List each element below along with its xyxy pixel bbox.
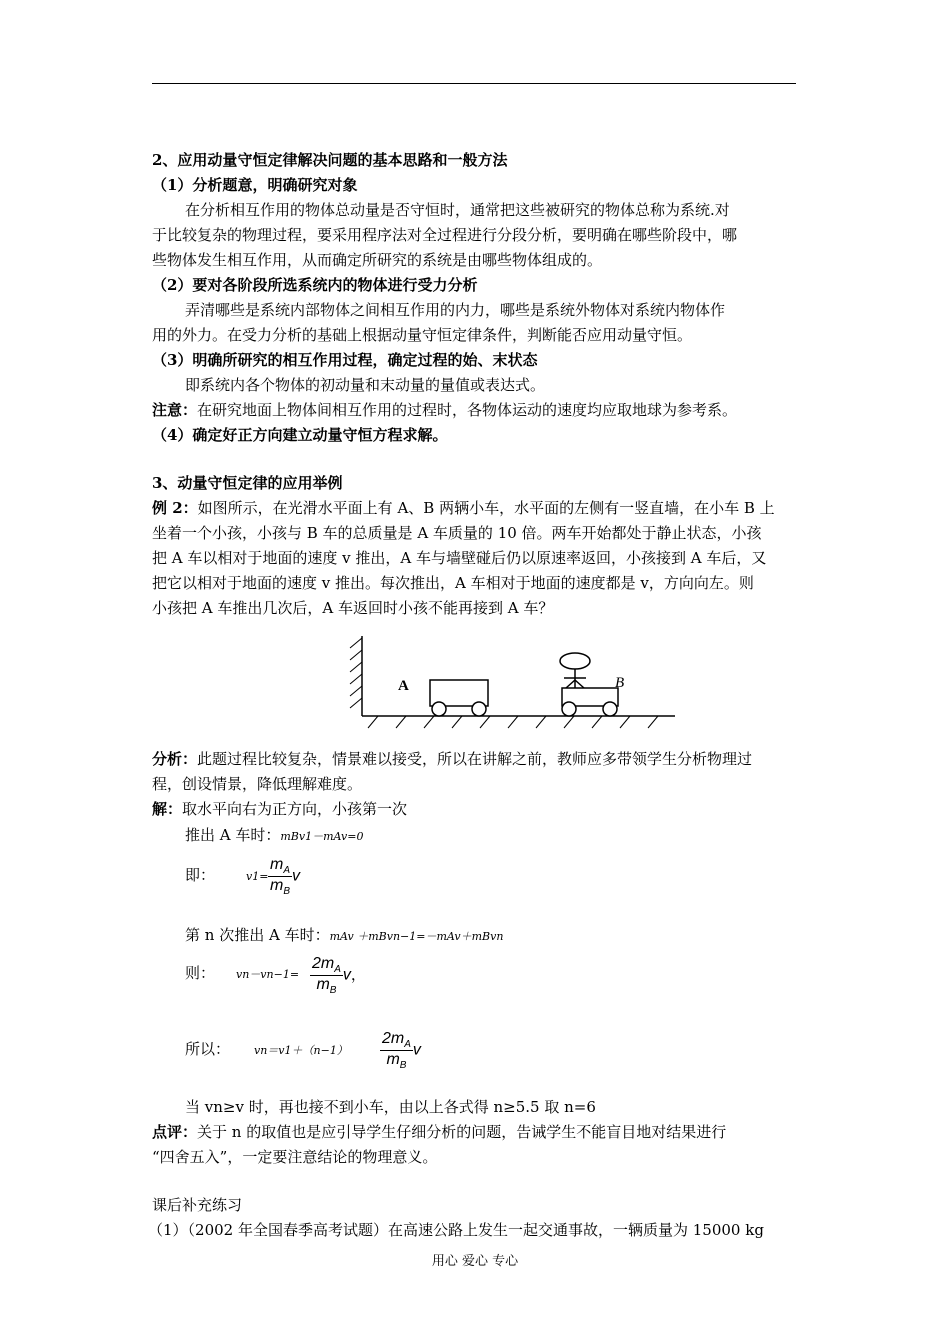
eq2-v: v xyxy=(342,966,351,984)
example-line-2: 坐着一个小孩，小孩与 B 车的总质量是 A 车质量的 10 倍。两车开始都处于静止状态，小孩 xyxy=(152,524,762,542)
section-2-title: 2、应用动量守恒定律解决问题的基本思路和一般方法 xyxy=(152,151,508,169)
step-2-line-2: 用的外力。在受力分析的基础上根据动量守恒定律条件，判断能否应用动量守恒。 xyxy=(152,326,693,344)
ze-label: 则： xyxy=(185,964,216,982)
cart-a-wheel-right xyxy=(472,702,486,716)
comment-line-2: “四舍五入”，一定要注意结论的物理意义。 xyxy=(152,1148,438,1166)
step-1-title: （1）分析题意，明确研究对象 xyxy=(152,176,358,194)
step-2-title: （2）要对各阶段所选系统内的物体进行受力分析 xyxy=(152,276,478,294)
example-line-4: 把它以相对于地面的速度 v 推出。每次推出，A 车相对于地面的速度都是 v，方向向左。则 xyxy=(152,574,754,592)
suoyi-label: 所以： xyxy=(185,1040,231,1058)
eq1-numerator: $m_A$ xyxy=(270,856,290,877)
eq3-numerator: $2m_A$ xyxy=(382,1030,411,1051)
note-label: 注意： xyxy=(152,401,198,419)
ji-label: 即： xyxy=(185,866,216,884)
cart-a-wheel-left xyxy=(432,702,446,716)
eq1-v: v xyxy=(292,867,300,885)
example-text-1: 如图所示，在光滑水平面上有 A、B 两辆小车，水平面的左侧有一竖直墙，在小车 B 上 xyxy=(197,499,775,517)
note-line xyxy=(152,400,737,420)
comment-text-1: 关于 n 的取值也是应引导学生仔细分析的问题，告诫学生不能盲目地对结果进行 xyxy=(197,1123,727,1141)
step-1-line-1: 在分析相互作用的物体总动量是否守恒时，通常把这些被研究的物体总称为系统.对 xyxy=(185,201,730,219)
example-line-3: 把 A 车以相对于地面的速度 v 推出，A 车与墙壁碰后仍以原速率返回，小孩接到 A 车后，又 xyxy=(152,549,767,567)
cart-a-label: A xyxy=(398,678,409,694)
cart-b-wheel-right xyxy=(603,702,617,716)
eq2-fraction: $\frac{2m_A}{m_B}$ v， xyxy=(312,955,366,997)
step-1-line-3: 些物体发生相互作用，从而确定所研究的系统是由哪些物体组成的。 xyxy=(152,251,603,269)
cart-b-wheel-left xyxy=(562,702,576,716)
pushn-line xyxy=(185,925,503,947)
exercise-title: 课后补充练习 xyxy=(152,1196,243,1214)
exercise-line-1: （1）（2002 年全国春季高考试题）在高速公路上发生一起交通事故，一辆质量为 15000 kg xyxy=(148,1221,764,1239)
eq3-v: v xyxy=(412,1041,421,1059)
section-3-title: 3、动量守恒定律的应用举例 xyxy=(152,474,343,492)
page-footer: 用心 爱心 专心 xyxy=(431,1254,519,1269)
eq2-denominator: $m_B$ xyxy=(316,976,337,997)
step-3-line-1: 即系统内各个物体的初动量和末动量的量值或表达式。 xyxy=(185,376,546,394)
analysis-text-1: 此题过程比较复杂，情景难以接受，所以在讲解之前，教师应多带领学生分析物理过 xyxy=(197,750,753,768)
child-figure xyxy=(560,653,590,688)
eq1-denominator: $m_B$ xyxy=(270,877,290,898)
solution-label: 解： xyxy=(152,800,183,818)
example-line-5: 小孩把 A 车推出几次后，A 车返回时小孩不能再接到 A 车？ xyxy=(152,599,554,617)
eq2-numerator: $2m_A$ xyxy=(312,955,341,976)
note-text: 在研究地面上物体间相互作用的过程时，各物体运动的速度均应取地球为参考系。 xyxy=(197,401,738,419)
example-line-1 xyxy=(152,498,775,518)
analysis-line-1 xyxy=(152,749,752,769)
step-4-title: （4）确定好正方向建立动量守恒方程求解。 xyxy=(152,426,448,444)
step-2-line-1: 弄清哪些是系统内部物体之间相互作用的内力，哪些是系统外物体对系统内物体作 xyxy=(185,301,726,319)
solution-line-1 xyxy=(152,799,407,819)
step-3-title: （3）明确所研究的相互作用过程，确定过程的始、末状态 xyxy=(152,351,538,369)
example-label: 例 2： xyxy=(152,499,198,517)
push1-line xyxy=(185,825,363,847)
step-1-line-2: 于比较复杂的物理过程，要采用程序法对全过程进行分段分析，要明确在哪些阶段中，哪 xyxy=(152,226,738,244)
push1-equation: mBv1－mAv=0 xyxy=(280,830,364,843)
eq3-denominator: $m_B$ xyxy=(386,1051,407,1072)
header-rule xyxy=(152,83,796,84)
eq3-fraction xyxy=(380,1030,421,1071)
conclusion-line: 当 vn≥v 时，再也接不到小车，由以上各式得 n≥5.5 取 n=6 xyxy=(185,1098,596,1116)
wall-hatch xyxy=(350,638,362,708)
eq1-lhs: v1= xyxy=(246,870,269,883)
eq2-lhs: vn－vn−1= xyxy=(236,968,300,981)
comment-label: 点评： xyxy=(152,1123,198,1141)
analysis-line-2: 程，创设情景，降低理解难度。 xyxy=(152,775,363,793)
analysis-label: 分析： xyxy=(152,750,198,768)
comment-line-1 xyxy=(152,1122,726,1142)
solution-text-1: 取水平向右为正方向，小孩第一次 xyxy=(182,800,408,818)
push1-prefix: 推出 A 车时： xyxy=(185,826,281,844)
eq3-lhs: vn＝v1＋（n−1） xyxy=(254,1044,348,1057)
pushn-prefix: 第 n 次推出 A 车时： xyxy=(185,926,330,944)
cart-diagram xyxy=(340,632,680,732)
ground-hatch xyxy=(368,716,658,728)
cart-b-label: B xyxy=(615,675,625,691)
eq1-fraction xyxy=(268,856,300,897)
pushn-equation: mAv ＋mBvn−1=－mAv＋mBvn xyxy=(329,930,504,943)
